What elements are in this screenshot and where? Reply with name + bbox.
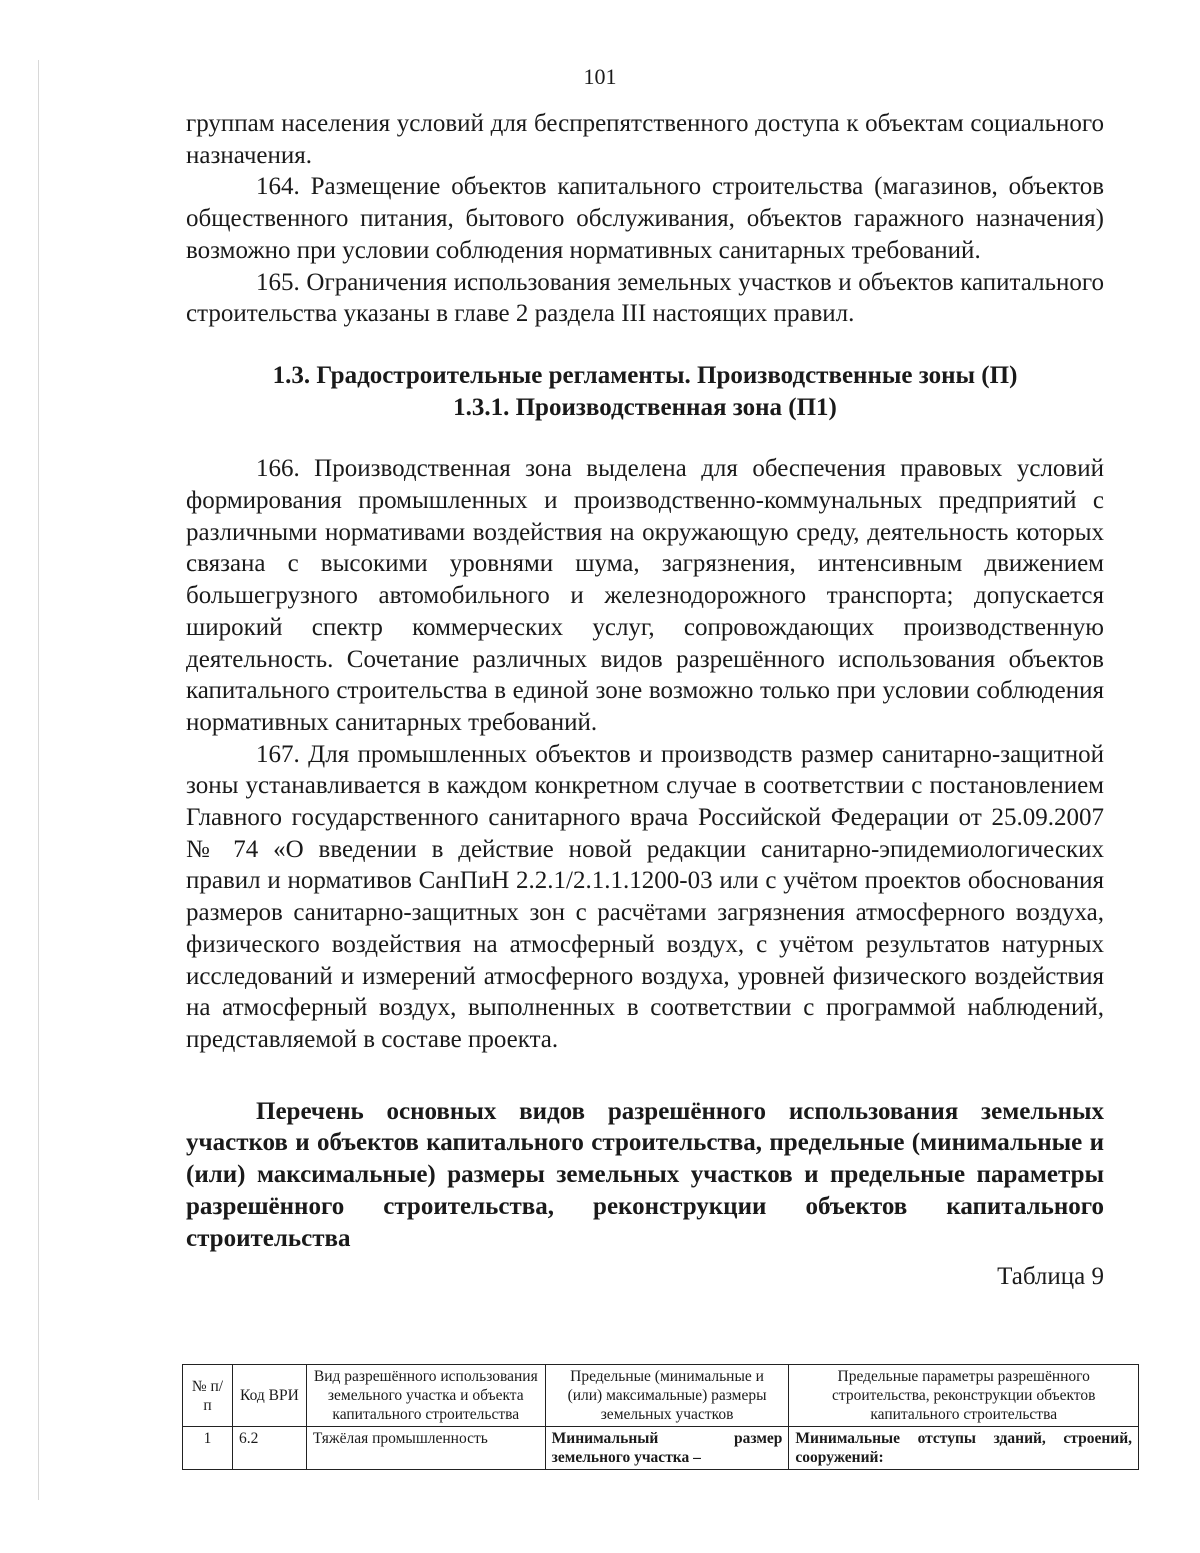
page-number: 101 [583,64,617,89]
paragraph-continuation: группам населения условий для беспрепятственного доступа к объектам социального назначения. [186,110,1104,169]
page-body [186,108,1104,1292]
paragraph-167: 167. Для промышленных объектов и производств размер санитарно-защитной зоны устанавливается в каждом конкретном случае в соответствии с постановлением Главного государственного санитарного врача Российской Федерации от 25.09.2007 № 74 «О введении в действие новой редакции санитарно-эпидемиологических правил и нормативов СанПиН 2.2.1/2.1.1.1200-03 или с учётом проектов обоснования размеров санитарно-защитных зон с расчётами загрязнения атмосферного воздуха, физического воздействия на атмосферный воздух, с учётом результатов натурных исследований и измерений атмосферного воздуха, уровней физического воздействия на атмосферный воздух, выполненных в соответствии с программой наблюдений, представляемой в составе проекта. [186,740,1104,1053]
header-number: № п/п [183,1365,233,1427]
header-plot-sizes: Предельные (минимальные и (или) максимальные) размеры земельных участков [545,1365,789,1427]
section-heading [186,360,1104,423]
table-label: Таблица 9 [997,1263,1104,1291]
cell-plot-sizes: Минимальный размер земельного участка – [545,1427,789,1470]
page-bottom-clip [0,1523,1200,1553]
section-heading-sub: 1.3.1. Производственная зона (П1) [453,393,837,421]
paragraph-166: 166. Производственная зона выделена для обеспечения правовых условий формирования промышленных и производственно-коммунальных предприятий с различными нормативами воздействия на окружающую среду, деятельность которых связана с высокими уровнями шума, загрязнения, интенсивным движением большегрузного автомобильного и железнодорожного транспорта; допускается широкий спектр коммерческих услуг, сопровождающих производственную деятельность. Сочетание различных видов разрешённого использования объектов капитального строительства в единой зоне возможно только при условии соблюдения нормативных санитарных требований. [186,455,1104,736]
cell-build-params: Минимальные отступы зданий, строений, сооружений: [789,1427,1139,1470]
list-title: Перечень основных видов разрешённого использования земельных участков и объектов капитального строительства, предельные (минимальные и (или) максимальные) размеры земельных участков и предельные параметры разрешённого строительства, реконструкции объектов капитального строительства [186,1097,1104,1252]
table-row [183,1427,1139,1470]
cell-number: 1 [183,1427,233,1470]
paragraph-165: 165. Ограничения использования земельных участков и объектов капитального строительства указаны в главе 2 раздела III настоящих правил. [186,268,1104,328]
header-use-kind: Вид разрешённого использования земельного участка и объекта капитального строительства [306,1365,545,1427]
scan-margin-line [38,60,39,1500]
paragraph-164: 164. Размещение объектов капитального строительства (магазинов, объектов общественного питания, бытового обслуживания, объектов гаражного назначения) возможно при условии соблюдения нормативных санитарных требований. [186,173,1104,264]
header-build-params: Предельные параметры разрешённого строительства, реконструкции объектов капитального строительства [789,1365,1139,1427]
header-code: Код ВРИ [232,1365,306,1427]
regulations-table [182,1364,1139,1470]
section-heading-main: 1.3. Градостроительные регламенты. Производственные зоны (П) [272,361,1018,389]
table-header-row [183,1365,1139,1427]
cell-code: 6.2 [232,1427,306,1470]
cell-use-kind: Тяжёлая промышленность [306,1427,545,1470]
